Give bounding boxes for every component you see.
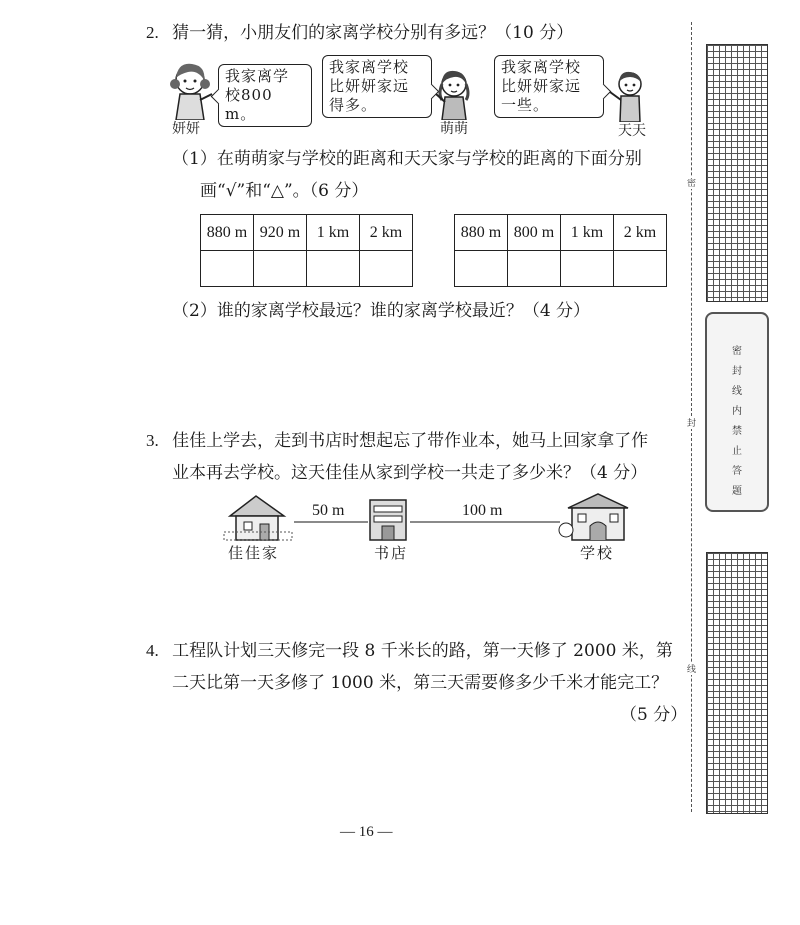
q3-answer-area[interactable] (172, 566, 672, 626)
table2-header-cell: 1 km (561, 215, 614, 251)
table2-answer-cell[interactable] (508, 251, 561, 287)
school-icon (559, 494, 628, 540)
tiantian-distance-table (454, 214, 667, 287)
q2-text: 猜一猜，小朋友们的家离学校分别有多远？（10 分） (172, 23, 574, 43)
bubble-tiantian (494, 55, 604, 118)
distance-label-1: 50 m (312, 502, 345, 519)
bubble-mengmeng (322, 55, 432, 118)
table2-answer-cell[interactable] (455, 251, 508, 287)
scratch-grid-bottom[interactable] (706, 552, 768, 814)
q4-answer-area[interactable] (172, 732, 672, 812)
name-mengmeng: 萌萌 (440, 121, 468, 137)
table1-header-cell: 2 km (360, 215, 413, 251)
bubble-mengmeng-line1: 我家离学校 (329, 58, 410, 76)
panel-char: 答 (732, 466, 742, 477)
table2-header-cell: 880 m (455, 215, 508, 251)
bubble-mengmeng-line3: 得多。 (329, 96, 378, 114)
q3-text2: 业本再去学校。这天佳佳从家到学校一共走了多少米？（4 分） (172, 463, 648, 483)
panel-char: 密 (732, 346, 742, 357)
table1-answer-cell[interactable] (201, 251, 254, 287)
table1-answer-cell[interactable] (307, 251, 360, 287)
q2-sub2-answer-area[interactable] (172, 330, 672, 420)
bubble-yanyan (218, 64, 312, 127)
place-bookstore: 书店 (374, 544, 409, 562)
boy-tiantian-illustration (608, 68, 652, 122)
table2-header-cell: 800 m (508, 215, 561, 251)
table1-header-cell: 1 km (307, 215, 360, 251)
table1-answer-cell[interactable] (254, 251, 307, 287)
q3-number: 3. (146, 431, 159, 450)
name-yanyan: 妍妍 (172, 121, 200, 137)
q4-text1: 工程队计划三天修完一段 8 千米长的路，第一天修了 2000 米，第 (172, 641, 673, 661)
panel-char: 线 (732, 386, 742, 397)
bubble-yanyan-line2: 校800 m。 (225, 86, 273, 123)
seal-mark-feng: 封 (687, 416, 696, 429)
bubble-tiantian-line3: 一些。 (501, 96, 550, 114)
table2-header-cell: 2 km (614, 215, 667, 251)
panel-char: 内 (732, 406, 742, 417)
seal-mark-mi: 密 (687, 176, 696, 189)
q2-number: 2. (146, 23, 159, 42)
table1-header-cell: 880 m (201, 215, 254, 251)
q4-text2: 二天比第一天多修了 1000 米，第三天需要修多少千米才能完工？ (172, 673, 669, 693)
page-number: — 16 — (340, 824, 393, 840)
place-home: 佳佳家 (228, 544, 280, 562)
q2-sub2-text: （2）谁的家离学校最远？谁的家离学校最近？（4 分） (172, 301, 591, 321)
panel-char: 封 (732, 366, 742, 377)
distance-label-2: 100 m (462, 502, 503, 519)
house-icon (224, 496, 292, 540)
bubble-tiantian-line1: 我家离学校 (501, 58, 582, 76)
table2-answer-cell[interactable] (614, 251, 667, 287)
q2-sub1-line2: 画“√”和“△”。（6 分） (200, 181, 369, 201)
bubble-yanyan-line1: 我家离学 (225, 67, 290, 85)
seal-mark-xian: 线 (687, 662, 696, 675)
girl-yanyan-illustration (168, 58, 218, 120)
bubble-mengmeng-line2: 比妍妍家远 (329, 77, 410, 95)
route-diagram (222, 492, 642, 544)
table2-answer-cell[interactable] (561, 251, 614, 287)
q3-line1 (146, 426, 648, 456)
q4-line1 (146, 636, 673, 666)
bookstore-icon (370, 500, 406, 540)
table1-answer-cell[interactable] (360, 251, 413, 287)
panel-char: 题 (732, 486, 742, 497)
bubble-tiantian-line2: 比妍妍家远 (501, 77, 582, 95)
table1-header-cell: 920 m (254, 215, 307, 251)
panel-char: 禁 (732, 426, 742, 437)
place-school: 学校 (580, 544, 615, 562)
mengmeng-distance-table (200, 214, 413, 287)
q2-title (146, 18, 573, 48)
girl-mengmeng-illustration (432, 66, 476, 120)
q4-number: 4. (146, 641, 159, 660)
q4-score: （5 分） (620, 705, 688, 725)
q2-sub1-line1: （1）在萌萌家与学校的距离和天天家与学校的距离的下面分别 (172, 149, 642, 169)
scratch-grid-top[interactable] (706, 44, 768, 302)
q3-text1: 佳佳上学去，走到书店时想起忘了带作业本，她马上回家拿了作 (172, 431, 649, 451)
name-tiantian: 天天 (618, 123, 646, 139)
no-answer-zone-panel (705, 312, 769, 512)
panel-char: 止 (732, 446, 742, 457)
